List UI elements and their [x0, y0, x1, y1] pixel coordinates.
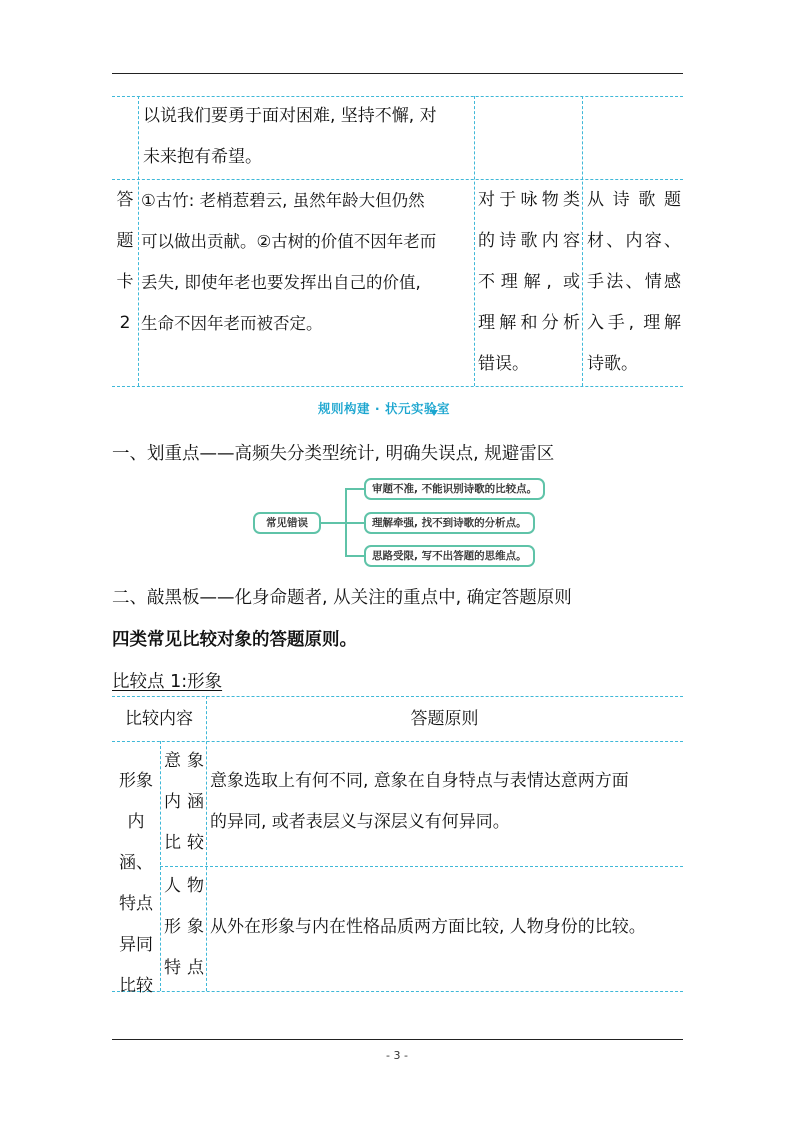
footer-rule [112, 1039, 683, 1040]
bold-heading: 四类常见比较对象的答题原则。 [112, 630, 357, 650]
diagram-item: 理解牵强, 找不到诗歌的分析点。 [364, 512, 535, 534]
table1-row2-label: 答 题 卡 2 [116, 190, 134, 333]
diagram-item: 审题不准, 不能识别诗歌的比较点。 [364, 478, 545, 500]
table2-row1-principle: 意象选取上有何不同, 意象在自身特点与表情达意两方面 的异同, 或者表层义与深层义有何异同。 [210, 771, 629, 832]
table2-group-label: 形象 内涵、 特点 异同 比较 [119, 771, 153, 996]
table1-row2-advice: 从诗歌题 材、内容、 手法、情感 入手, 理解 诗歌。 [587, 190, 681, 374]
diagram-center-node: 常见错误 [253, 512, 321, 534]
table1-row1-content: 以说我们要勇于面对困难, 坚持不懈, 对 未来抱有希望。 [143, 106, 437, 167]
page-number: - 3 - [386, 1049, 408, 1062]
table2-row2-principle: 从外在形象与内在性格品质两方面比较, 人物身份的比较。 [210, 917, 646, 937]
table1-row2-content: ①古竹: 老梢惹碧云, 虽然年龄大但仍然 可以做出贡献。②古树的价值不因年老而 丢失, 即使年老也要发挥出自己的价值, 生命不因年老而被否定。 [141, 191, 437, 333]
table2-header-content: 比较内容 [125, 709, 193, 729]
table1-row2-error: 对于咏物类 的诗歌内容 不理解, 或 理解和分析 错误。 [478, 190, 580, 374]
table2-header-principle: 答题原则 [410, 709, 479, 729]
table2-row2-sub-label: 人物 形象 特点 [164, 876, 204, 978]
diagram-item: 思路受限, 写不出答题的思维点。 [364, 545, 535, 567]
table2-row1-sub-label: 意象 内涵 比较 [164, 751, 204, 853]
banner-arrow-icon [430, 410, 438, 416]
header-rule [112, 73, 683, 74]
section-banner: 规则构建 · 状元实验室 [318, 401, 450, 416]
section1-heading: 一、划重点——高频失分类型统计, 明确失误点, 规避雷区 [112, 444, 555, 464]
sub-heading: 比较点 1:形象 [112, 672, 223, 692]
section2-heading: 二、敲黑板——化身命题者, 从关注的重点中, 确定答题原则 [112, 588, 572, 608]
